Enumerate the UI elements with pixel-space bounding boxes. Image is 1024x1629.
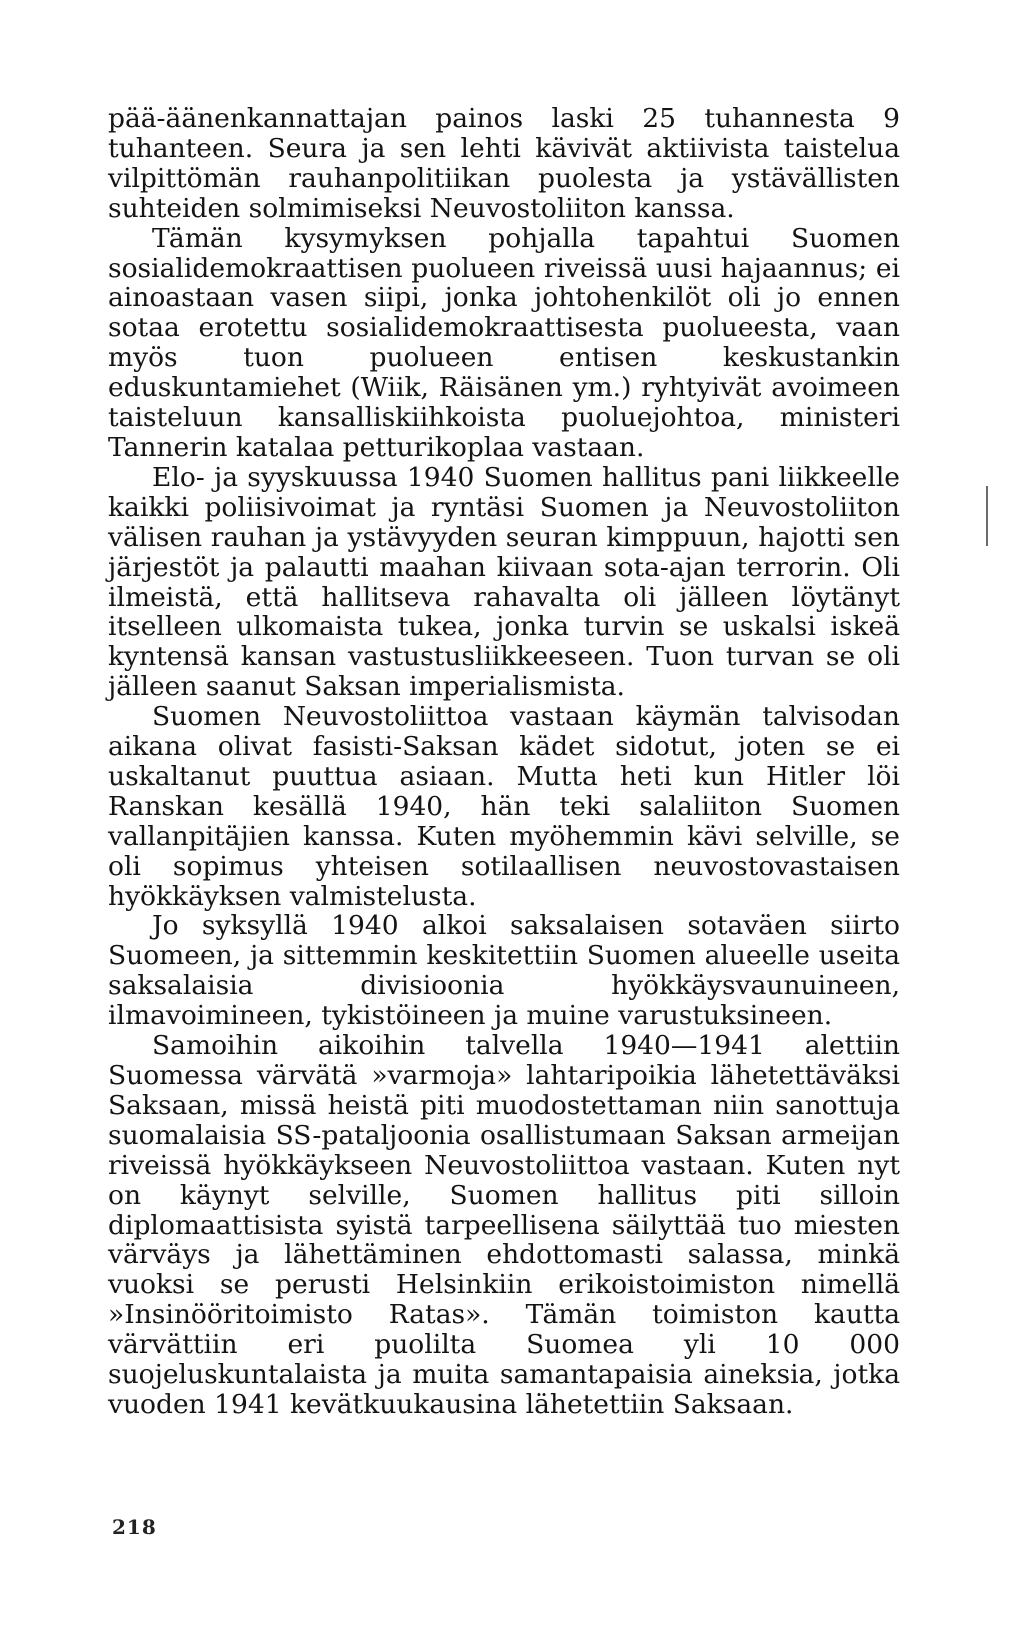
paragraph: Suomen Neuvostoliittoa vastaan käymän talvisodan aikana olivat fasisti-Saksan kädet sidotut, joten se ei uskaltanut puuttua asiaan. Mutta heti kun Hitler löi Ranskan kesällä 1940, hän teki salaliiton Suomen vallanpitäjien kanssa. Kuten myöhemmin kävi selville, se oli sopimus yhteisen sotilaallisen neuvostovastaisen hyökkäyksen valmistelusta. — [108, 701, 900, 912]
page-body-text — [108, 104, 900, 1420]
paragraph: pää-äänenkannattajan painos laski 25 tuhannesta 9 tuhanteen. Seura ja sen lehti kävivät aktiivista taistelua vilpittömän rauhanpolitiikan puolesta ja ystävällisten suhteiden solmimiseksi Neuvostoliiton kanssa. — [108, 103, 900, 224]
paragraph: Tämän kysymyksen pohjalla tapahtui Suomen sosialidemokraattisen puolueen riveissä uusi hajaannus; ei ainoastaan vasen siipi, jonka johtohenkilöt oli jo ennen sotaa erotettu sosialidemokraattisesta puolueesta, vaan myös tuon puolueen entisen keskustankin eduskuntamiehet (Wiik, Räisänen ym.) ryhtyivät avoimeen taisteluun kansalliskiihkoista puoluejohtoa, ministeri Tannerin katalaa petturikoplaa vastaan. — [108, 222, 900, 463]
paragraph: Elo- ja syyskuussa 1940 Suomen hallitus pani liikkeelle kaikki poliisivoimat ja ryntäsi Suomen ja Neuvostoliiton välisen rauhan ja ystävyyden seuran kimppuun, hajotti sen järjestöt ja palautti maahan kiivaan sota-ajan terrorin. Oli ilmeistä, että hallitseva rahavalta oli jälleen löytänyt itselleen ulkomaista tukea, jonka turvin se uskalsi iskeä kyntensä kansan vastustusliikkeeseen. Tuon turvan se oli jälleen saanut Saksan imperialismista. — [108, 461, 900, 703]
paragraph: Samoihin aikoihin talvella 1940—1941 alettiin Suomessa värvätä »varmoja» lahtaripoikia lähetettäväksi Saksaan, missä heistä piti muodostettaman niin sanottuja suomalaisia SS-pataljoonia osallistumaan Saksan armeijan riveissä hyökkäykseen Neuvostoliittoa vastaan. Kuten nyt on käynyt selville, Suomen hallitus piti silloin diplomaattisista syistä tarpeellisena säilyttää tuo miesten värväys ja lähettäminen ehdottomasti salassa, minkä vuoksi se perusti Helsinkiin erikoistoimiston nimellä »Insinööritoimisto Ratas». Tämän toimiston kautta värvättiin eri puolilta Suomea yli 10 000 suojeluskuntalaista ja muita samantapaisia aineksia, jotka vuoden 1941 kevätkuukausina lähetettiin Saksaan. — [108, 1030, 900, 1420]
paragraph: Jo syksyllä 1940 alkoi saksalaisen sotaväen siirto Suomeen, ja sittemmin keskitettiin Suomen alueelle useita saksalaisia divisioonia hyökkäysvaunuineen, ilmavoimineen, tykistöineen ja muine varustuksineen. — [108, 910, 900, 1032]
page-number: 218 — [112, 1515, 157, 1539]
margin-mark — [986, 486, 988, 546]
